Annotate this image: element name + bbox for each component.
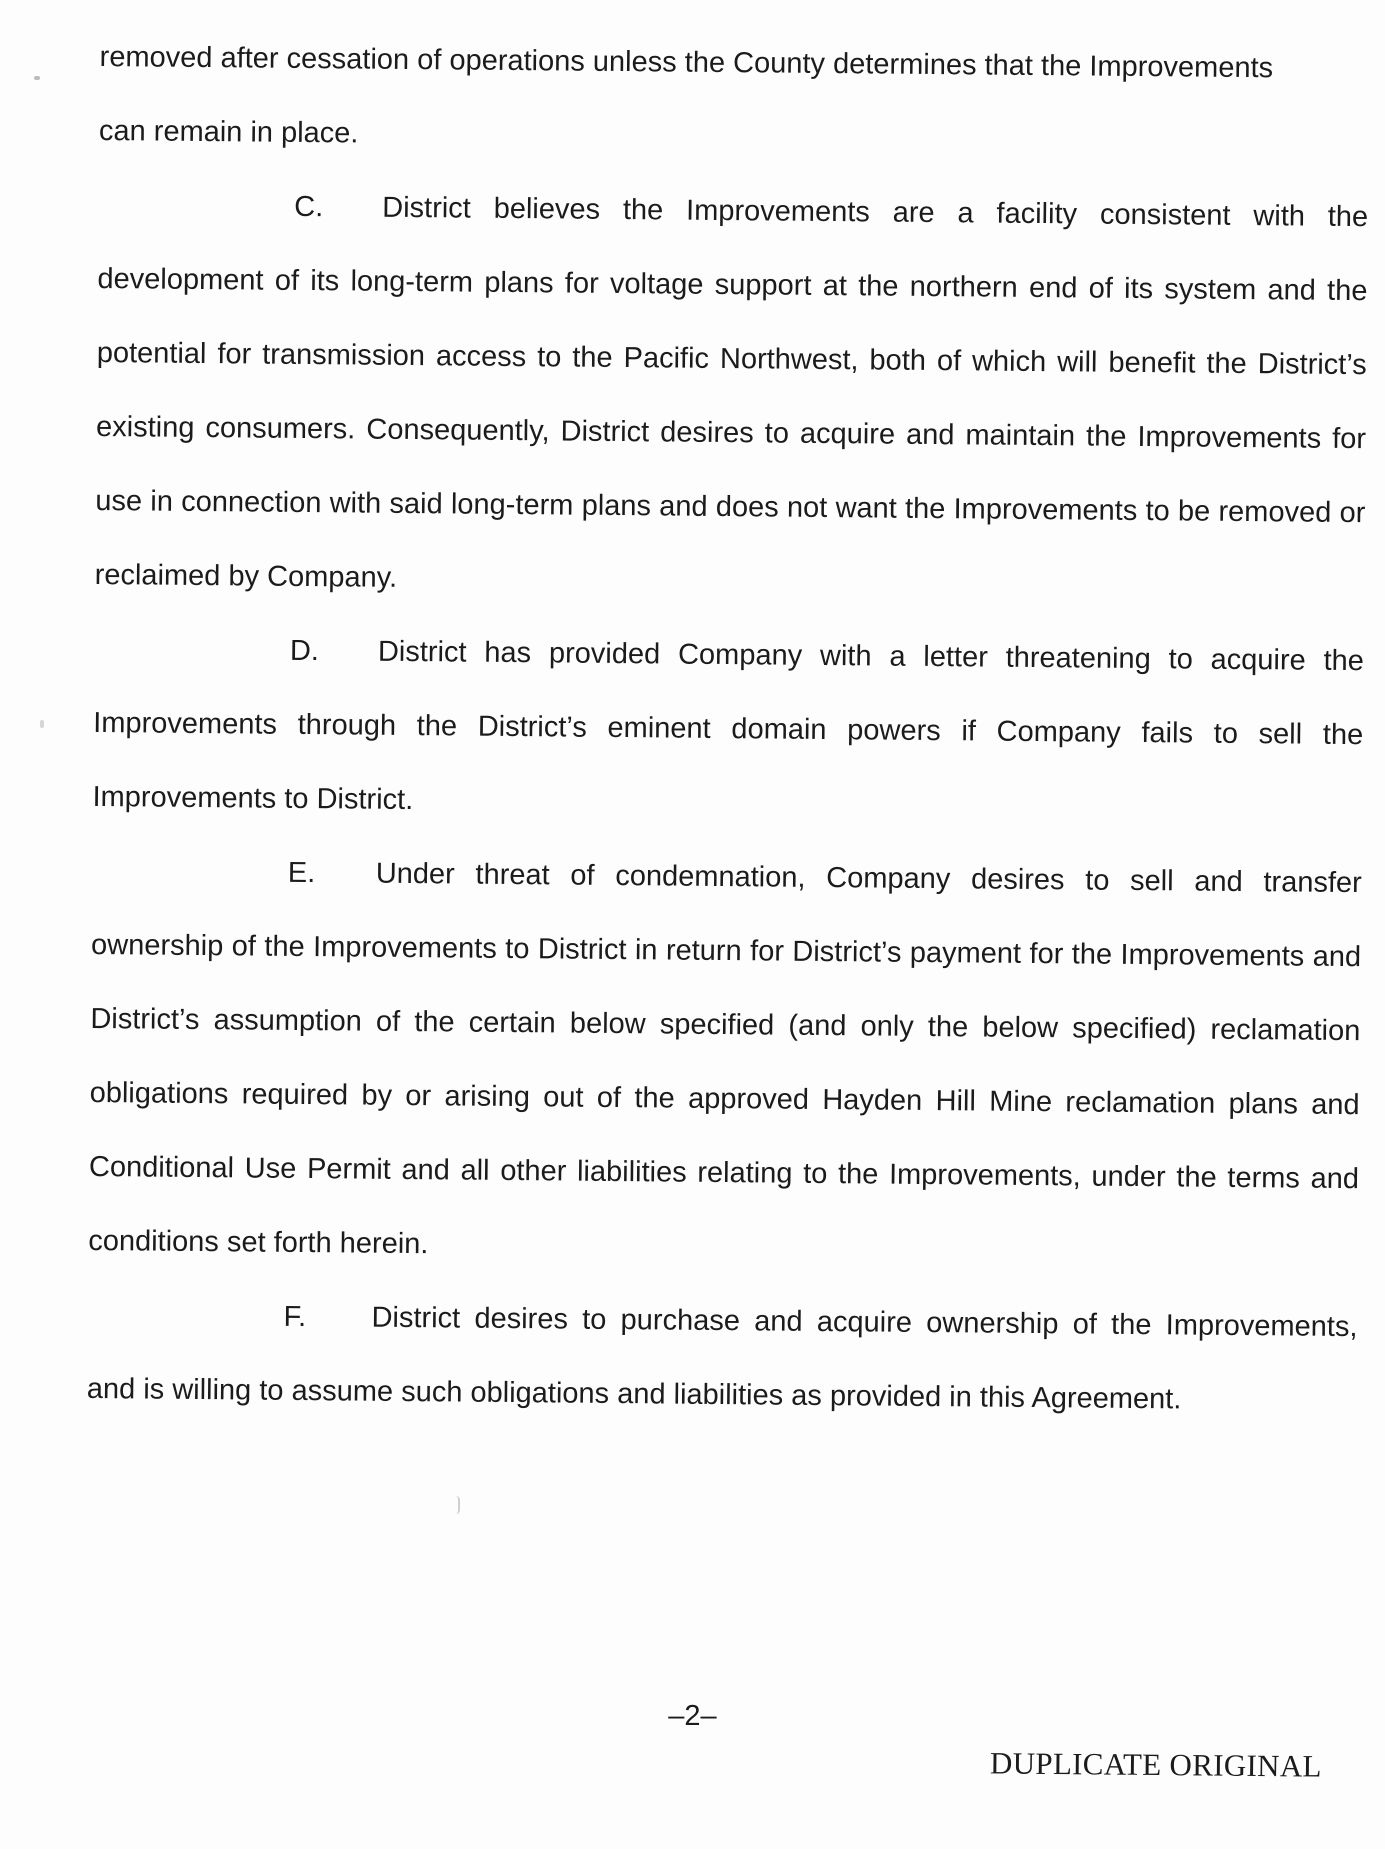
recital-paragraph-e	[88, 834, 1362, 1290]
intro-line: removed after cessation of operations unless the County determines that the Improvements	[99, 40, 1274, 85]
recital-label: D.	[289, 634, 320, 668]
recital-text: Under threat of condemnation, Company desires to sell and transfer ownership of the Improvements to District in return for District’s payment for the Improvements and District’s assumption of the certain below specified (and only the below specified) reclamation obligations required by or arising out of the approved Hayden Hill Mine reclamation plans and Conditional Use Permit and all other liabilities relating to the Improvements, under the terms and conditions set forth herein.	[88, 857, 1362, 1261]
recital-text: District believes the Improvements are a facility consistent with the development of its long-term plans for voltage support at the northern end of its system and the potential for transmission access to the Pacific Northwest, both of which will benefit the District’s existing consumers. Consequently, District desires to acquire and maintain the Improvements for use in connection with said long-term plans and does not want the Improvements to be removed or reclaimed by Company.	[94, 191, 1369, 594]
recital-paragraph-c	[94, 168, 1368, 624]
intro-line: can remain in place.	[98, 114, 359, 150]
duplicate-original-stamp: DUPLICATE ORIGINAL	[989, 1745, 1322, 1784]
recital-text: District has provided Company with a letter threatening to acquire the Improvements through the District’s eminent domain powers if Company fails to sell the Improvements to District.	[92, 635, 1365, 817]
scan-mark	[456, 1496, 460, 1514]
document-body	[87, 20, 1370, 1438]
page-number: –2–	[668, 1700, 717, 1732]
recital-paragraph-f	[87, 1278, 1358, 1438]
recital-label: C.	[294, 190, 324, 224]
recital-paragraph-d	[92, 612, 1364, 846]
recital-label: E.	[287, 856, 316, 890]
scan-speck	[34, 76, 40, 80]
recital-label: F.	[283, 1300, 307, 1334]
intro-paragraph	[99, 20, 1370, 180]
recital-text: District desires to purchase and acquire ownership of the Improvements, and is willing to assume such obligations and liabilities as provided in this Agreement.	[86, 1301, 1358, 1416]
scan-speck	[40, 720, 44, 728]
